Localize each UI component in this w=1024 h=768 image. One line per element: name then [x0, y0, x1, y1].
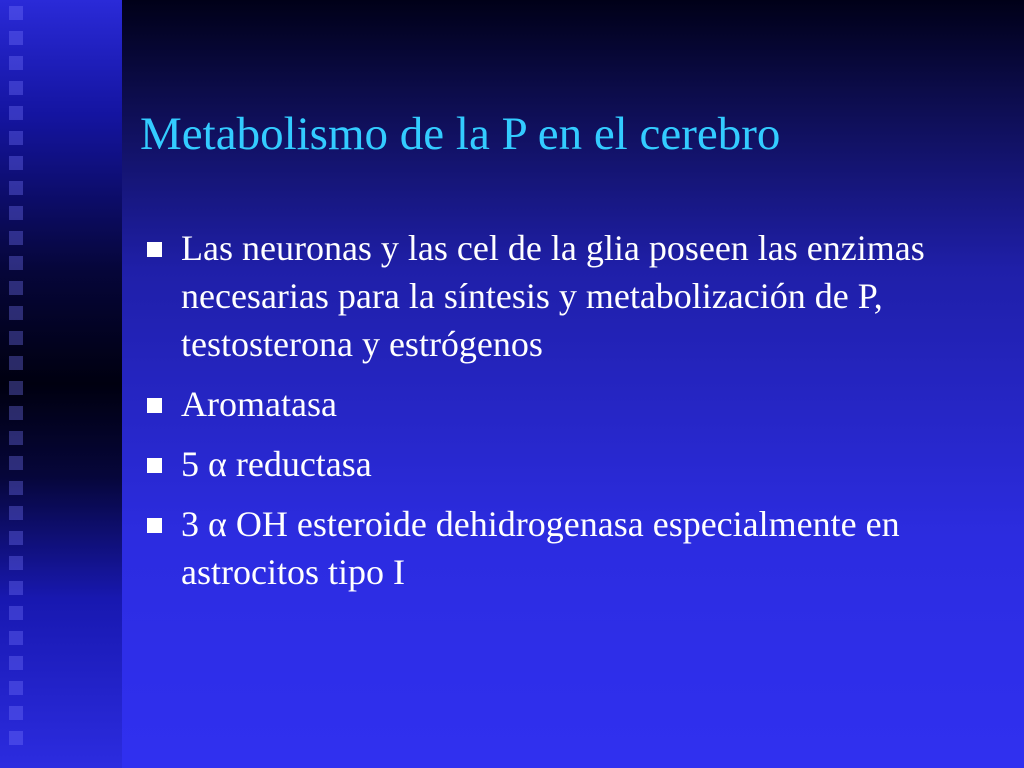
square-bullet-icon: [147, 242, 162, 257]
slide-title: Metabolismo de la P en el cerebro: [140, 108, 781, 160]
square-bullet-icon: [147, 518, 162, 533]
bullet-text: Las neuronas y las cel de la glia poseen las enzimas necesarias para la síntesis y metabolización de P, testosterona y estrógenos: [181, 228, 925, 364]
bullet-item: [145, 500, 1005, 596]
bullet-text: Aromatasa: [181, 384, 337, 424]
bullet-text: 3 α OH esteroide dehidrogenasa especialmente en astrocitos tipo I: [181, 504, 900, 592]
square-bullet-icon: [147, 458, 162, 473]
decorative-square-pattern: [9, 0, 23, 768]
decorative-side-strip: [0, 0, 122, 768]
bullet-item: [145, 380, 1005, 428]
bullet-item: [145, 440, 1005, 488]
square-bullet-icon: [147, 398, 162, 413]
bullet-list: [145, 224, 1005, 608]
bullet-item: [145, 224, 1005, 368]
bullet-text: 5 α reductasa: [181, 444, 372, 484]
